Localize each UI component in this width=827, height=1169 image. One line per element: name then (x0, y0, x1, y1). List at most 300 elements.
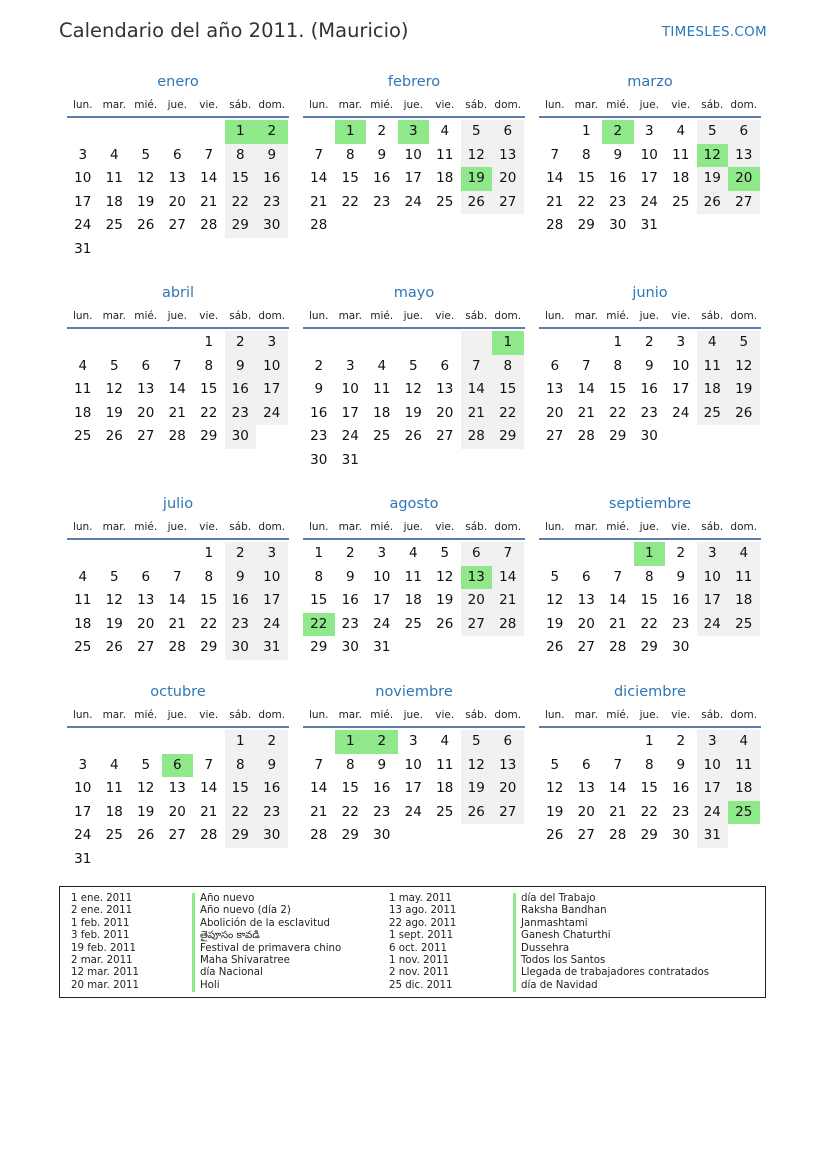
weekday-label: jue. (403, 310, 423, 322)
day-cell: 19 (461, 777, 493, 801)
week-row (67, 730, 289, 754)
day-cell: 14 (461, 378, 493, 402)
day-cell: 25 (436, 193, 454, 210)
weekday-label: vie. (199, 310, 219, 322)
weekday-label: sáb. (229, 709, 252, 721)
day-cell: 30 (225, 636, 257, 660)
day-cell: 14 (609, 592, 627, 609)
day-cell: 5 (697, 120, 729, 144)
weekday-label: mar. (574, 99, 598, 111)
day-cell: 30 (310, 451, 328, 468)
day-cell: 24 (341, 428, 359, 445)
week-row (303, 144, 525, 168)
week-row (303, 801, 525, 825)
day-cell: 17 (256, 589, 288, 613)
week-row (67, 542, 289, 566)
day-cell: 3 (256, 331, 288, 355)
header-divider (303, 327, 525, 329)
holiday-dates-col-1 (71, 893, 139, 992)
week-row (303, 191, 525, 215)
week-row (67, 144, 289, 168)
day-cell: 15 (492, 378, 524, 402)
holiday-name: Año nuevo (día 2) (192, 905, 341, 917)
day-grid (67, 730, 289, 872)
day-cell: 13 (168, 170, 186, 187)
day-cell: 4 (728, 730, 760, 754)
day-cell: 15 (200, 592, 218, 609)
holiday-name: Todos los Santos (513, 955, 709, 967)
week-row (67, 824, 289, 848)
empty-cell (602, 730, 634, 754)
day-cell: 18 (436, 170, 454, 187)
day-cell: 4 (377, 357, 387, 374)
weekday-label: mar. (102, 310, 126, 322)
day-cell: 3 (644, 123, 654, 139)
header-divider (67, 327, 289, 329)
empty-cell (492, 636, 524, 660)
empty-cell (162, 238, 194, 262)
day-cell: 13 (546, 381, 564, 398)
empty-cell (492, 824, 524, 848)
day-cell: 28 (492, 613, 524, 637)
weekday-header (67, 96, 289, 114)
week-row (303, 777, 525, 801)
header-divider (539, 327, 761, 329)
week-row (539, 777, 761, 801)
holiday-date: 1 may. 2011 (389, 893, 452, 904)
day-cell: 13 (436, 381, 454, 398)
day-cell: 23 (373, 193, 391, 210)
weekday-header (303, 96, 525, 114)
week-row (67, 167, 289, 191)
day-cell: 9 (256, 144, 288, 168)
day-cell: 3 (78, 756, 88, 773)
month-junio (539, 283, 761, 449)
weekday-label: vie. (671, 310, 691, 322)
day-cell: 8 (644, 568, 654, 585)
day-cell: 26 (137, 827, 155, 844)
day-cell: 3 (345, 357, 355, 374)
day-cell: 9 (613, 146, 623, 163)
day-cell: 19 (105, 404, 123, 421)
week-row (539, 613, 761, 637)
day-cell: 4 (109, 146, 119, 163)
week-row (303, 214, 525, 238)
day-cell: 5 (728, 331, 760, 355)
day-cell: 27 (577, 639, 595, 656)
day-cell: 13 (492, 144, 524, 168)
empty-cell (366, 331, 398, 355)
holiday-day: 20 (728, 167, 760, 191)
day-cell: 16 (256, 167, 288, 191)
day-cell: 15 (225, 167, 257, 191)
day-cell: 8 (204, 568, 214, 585)
day-cell: 13 (728, 144, 760, 168)
day-cell: 26 (546, 639, 564, 656)
week-row (539, 824, 761, 848)
empty-cell (398, 449, 430, 473)
day-cell: 5 (109, 357, 119, 374)
day-cell: 20 (546, 404, 564, 421)
day-cell: 7 (314, 756, 324, 773)
day-cell: 11 (74, 381, 92, 398)
weekday-header (303, 518, 525, 536)
day-grid (303, 730, 525, 848)
day-cell: 13 (168, 780, 186, 797)
day-cell: 4 (109, 756, 119, 773)
day-cell: 6 (492, 730, 524, 754)
weekday-label: dom. (258, 709, 286, 721)
weekday-label: mié. (134, 310, 158, 322)
day-cell: 17 (404, 780, 422, 797)
week-row (303, 120, 525, 144)
weekday-label: jue. (403, 99, 423, 111)
day-cell: 28 (461, 425, 493, 449)
empty-cell (697, 214, 729, 238)
holiday-name: Ganesh Chaturthi (513, 930, 709, 942)
week-row (67, 425, 289, 449)
day-cell: 2 (676, 733, 686, 749)
month-septiembre (539, 494, 761, 660)
day-cell: 23 (256, 191, 288, 215)
day-cell: 30 (225, 425, 257, 449)
day-cell: 7 (613, 568, 623, 585)
day-cell: 19 (697, 167, 729, 191)
day-cell: 30 (373, 827, 391, 844)
holiday-name: Abolición de la esclavitud (192, 918, 341, 930)
day-cell: 23 (640, 404, 658, 421)
day-cell: 8 (492, 355, 524, 379)
day-cell: 26 (697, 191, 729, 215)
day-cell: 8 (225, 144, 257, 168)
day-cell: 27 (436, 428, 454, 445)
day-cell: 24 (404, 193, 422, 210)
day-cell: 6 (141, 357, 151, 374)
day-cell: 11 (105, 170, 123, 187)
empty-cell (429, 214, 461, 238)
day-cell: 11 (436, 146, 454, 163)
day-cell: 12 (137, 170, 155, 187)
day-cell: 25 (74, 428, 92, 445)
day-cell: 22 (341, 193, 359, 210)
day-cell: 21 (461, 402, 493, 426)
empty-cell (193, 120, 225, 144)
day-cell: 4 (78, 568, 88, 585)
holiday-names-col-1 (192, 893, 341, 992)
day-cell: 15 (640, 780, 658, 797)
empty-cell (130, 848, 162, 872)
day-cell: 12 (461, 754, 493, 778)
day-cell: 29 (200, 639, 218, 656)
empty-cell (539, 730, 571, 754)
week-row (67, 191, 289, 215)
weekday-label: mar. (102, 99, 126, 111)
weekday-label: sáb. (229, 99, 252, 111)
empty-cell (571, 542, 603, 566)
weekday-label: dom. (494, 521, 522, 533)
day-cell: 2 (314, 357, 324, 374)
holiday-day: 6 (162, 754, 194, 778)
weekday-label: vie. (435, 310, 455, 322)
day-cell: 7 (550, 146, 560, 163)
week-row (539, 167, 761, 191)
day-cell: 31 (341, 451, 359, 468)
weekday-label: mié. (606, 709, 630, 721)
day-cell: 16 (672, 780, 690, 797)
day-cell: 5 (141, 756, 151, 773)
day-cell: 12 (105, 592, 123, 609)
day-cell: 3 (256, 542, 288, 566)
day-cell: 21 (200, 803, 218, 820)
month-diciembre (539, 682, 761, 848)
header-divider (539, 116, 761, 118)
weekday-label: mar. (574, 521, 598, 533)
weekday-label: lun. (72, 310, 93, 322)
day-cell: 4 (408, 545, 418, 561)
holiday-name: Maha Shivaratree (192, 955, 341, 967)
day-cell: 3 (78, 146, 88, 163)
day-cell: 6 (550, 357, 560, 374)
weekday-label: mié. (606, 310, 630, 322)
day-cell: 29 (492, 425, 524, 449)
week-row (67, 355, 289, 379)
week-row (539, 425, 761, 449)
week-row (303, 378, 525, 402)
day-cell: 24 (697, 801, 729, 825)
week-row (303, 824, 525, 848)
empty-cell (429, 824, 461, 848)
day-grid (539, 120, 761, 238)
day-cell: 24 (74, 827, 92, 844)
day-cell: 9 (644, 357, 654, 374)
day-cell: 22 (200, 404, 218, 421)
weekday-label: sáb. (701, 521, 724, 533)
empty-cell (162, 730, 194, 754)
day-cell: 9 (676, 756, 686, 773)
weekday-header (303, 706, 525, 724)
day-cell: 6 (141, 568, 151, 585)
day-cell: 10 (697, 566, 729, 590)
empty-cell (461, 636, 493, 660)
day-cell: 24 (256, 613, 288, 637)
holiday-date: 12 mar. 2011 (71, 967, 140, 979)
day-cell: 20 (137, 615, 155, 632)
holiday-name: día de Navidad (513, 980, 709, 992)
day-cell: 15 (341, 170, 359, 187)
weekday-label: dom. (494, 310, 522, 322)
empty-cell (398, 331, 430, 355)
empty-cell (225, 848, 257, 872)
day-cell: 29 (225, 214, 257, 238)
day-cell: 23 (672, 615, 690, 632)
day-cell: 20 (577, 803, 595, 820)
header-divider (303, 726, 525, 728)
day-cell: 24 (672, 404, 690, 421)
weekday-header (539, 307, 761, 325)
day-cell: 29 (640, 639, 658, 656)
weekday-label: mar. (574, 709, 598, 721)
weekday-label: sáb. (229, 310, 252, 322)
day-cell: 24 (697, 613, 729, 637)
day-cell: 21 (577, 404, 595, 421)
holiday-name: తైపూసం కావడి (192, 930, 341, 942)
empty-cell (99, 730, 131, 754)
day-cell: 12 (137, 780, 155, 797)
day-cell: 10 (373, 568, 391, 585)
day-cell: 4 (676, 123, 686, 139)
day-cell: 17 (373, 592, 391, 609)
day-cell: 30 (341, 639, 359, 656)
holiday-day: 12 (697, 144, 729, 168)
day-cell: 15 (609, 381, 627, 398)
day-cell: 19 (137, 193, 155, 210)
day-cell: 7 (581, 357, 591, 374)
day-cell: 24 (74, 217, 92, 234)
day-cell: 9 (345, 568, 355, 585)
weekday-label: lun. (72, 521, 93, 533)
empty-cell (130, 542, 162, 566)
month-marzo (539, 72, 761, 238)
day-cell: 30 (672, 827, 690, 844)
empty-cell (366, 449, 398, 473)
day-cell: 14 (492, 566, 524, 590)
day-cell: 5 (550, 756, 560, 773)
week-row (303, 402, 525, 426)
day-cell: 7 (204, 756, 214, 773)
holiday-date: 6 oct. 2011 (389, 942, 447, 954)
week-row (539, 402, 761, 426)
week-row (539, 331, 761, 355)
day-cell: 23 (225, 402, 257, 426)
day-cell: 7 (492, 542, 524, 566)
month-name: agosto (389, 496, 439, 512)
day-cell: 8 (581, 146, 591, 163)
day-grid (67, 331, 289, 449)
day-cell: 9 (225, 566, 257, 590)
holiday-date: 1 nov. 2011 (389, 954, 450, 966)
weekday-header (67, 307, 289, 325)
weekday-label: vie. (199, 521, 219, 533)
day-cell: 28 (546, 217, 564, 234)
empty-cell (193, 730, 225, 754)
day-cell: 26 (461, 801, 493, 825)
week-row (539, 589, 761, 613)
day-grid (539, 730, 761, 848)
day-cell: 22 (492, 402, 524, 426)
holiday-name: Holi (192, 980, 341, 992)
week-row (539, 754, 761, 778)
empty-cell (193, 238, 225, 262)
empty-cell (162, 542, 194, 566)
month-name: marzo (627, 74, 673, 90)
day-cell: 9 (676, 568, 686, 585)
weekday-label: dom. (258, 310, 286, 322)
day-cell: 14 (168, 381, 186, 398)
day-cell: 1 (613, 334, 623, 350)
weekday-label: mar. (574, 310, 598, 322)
weekday-label: jue. (403, 521, 423, 533)
month-name: octubre (150, 684, 206, 700)
day-cell: 21 (609, 803, 627, 820)
day-cell: 20 (436, 404, 454, 421)
day-cell: 20 (492, 777, 524, 801)
weekday-header (539, 96, 761, 114)
weekday-label: lun. (544, 99, 565, 111)
day-cell: 16 (373, 780, 391, 797)
day-cell: 20 (168, 803, 186, 820)
week-row (67, 378, 289, 402)
day-cell: 2 (225, 331, 257, 355)
day-cell: 20 (577, 615, 595, 632)
day-cell: 6 (440, 357, 450, 374)
holiday-day: 2 (256, 120, 288, 144)
day-cell: 17 (697, 777, 729, 801)
empty-cell (335, 331, 367, 355)
day-cell: 6 (581, 756, 591, 773)
empty-cell (728, 214, 760, 238)
weekday-label: mié. (606, 99, 630, 111)
day-cell: 15 (640, 592, 658, 609)
empty-cell (429, 331, 461, 355)
empty-cell (256, 425, 288, 449)
week-row (67, 754, 289, 778)
day-cell: 3 (377, 545, 387, 561)
day-cell: 21 (310, 193, 328, 210)
weekday-label: mié. (370, 99, 394, 111)
empty-cell (398, 636, 430, 660)
day-cell: 9 (377, 756, 387, 773)
day-cell: 26 (105, 428, 123, 445)
day-cell: 29 (225, 824, 257, 848)
day-cell: 24 (256, 402, 288, 426)
week-row (67, 331, 289, 355)
day-cell: 9 (314, 381, 324, 398)
day-grid (303, 331, 525, 473)
empty-cell (130, 331, 162, 355)
day-cell: 16 (225, 378, 257, 402)
day-cell: 12 (404, 381, 422, 398)
day-cell: 6 (728, 120, 760, 144)
day-cell: 17 (341, 404, 359, 421)
week-row (303, 754, 525, 778)
empty-cell (728, 636, 760, 660)
day-cell: 22 (225, 191, 257, 215)
week-row (303, 449, 525, 473)
weekday-label: jue. (639, 310, 659, 322)
day-cell: 18 (728, 777, 760, 801)
week-row (303, 542, 525, 566)
day-cell: 1 (644, 733, 654, 749)
weekday-label: mar. (102, 521, 126, 533)
day-cell: 19 (728, 378, 760, 402)
empty-cell (398, 214, 430, 238)
week-row (539, 636, 761, 660)
day-cell: 27 (168, 217, 186, 234)
day-cell: 1 (581, 123, 591, 139)
day-cell: 15 (310, 592, 328, 609)
day-cell: 27 (728, 191, 760, 215)
day-cell: 11 (672, 146, 690, 163)
day-cell: 5 (408, 357, 418, 374)
weekday-header (539, 706, 761, 724)
weekday-label: lun. (544, 310, 565, 322)
holiday-day: 2 (602, 120, 634, 144)
day-cell: 18 (105, 803, 123, 820)
weekday-label: dom. (730, 99, 758, 111)
empty-cell (571, 730, 603, 754)
site-logo[interactable]: TIMESLES.COM (661, 24, 767, 40)
weekday-label: sáb. (701, 709, 724, 721)
